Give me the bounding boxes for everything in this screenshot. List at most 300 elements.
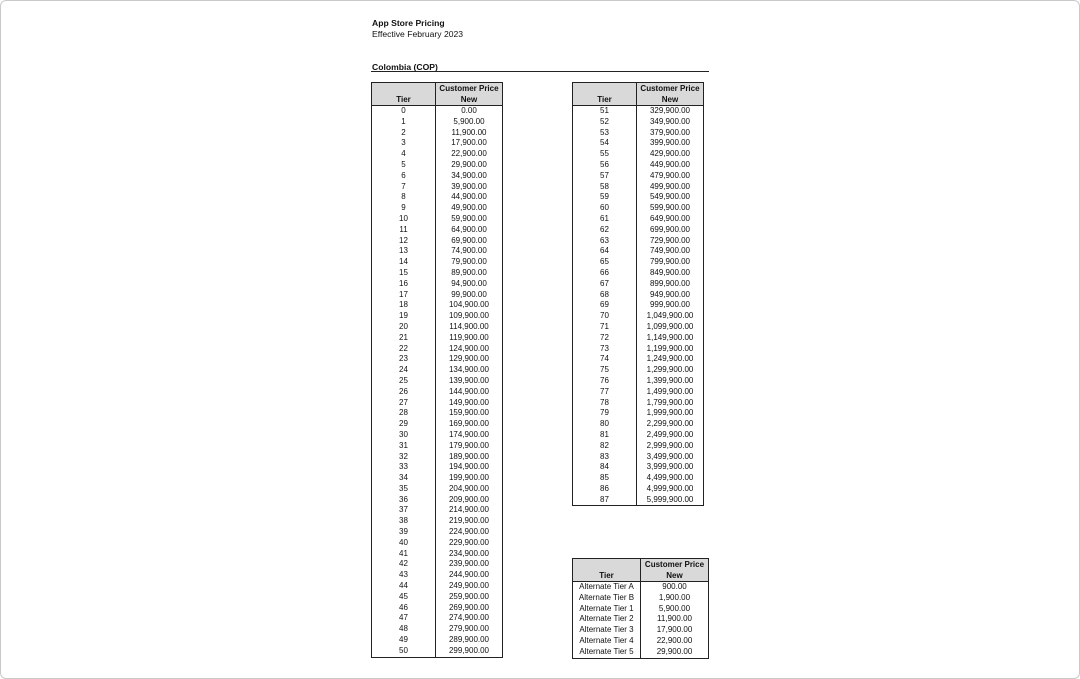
table-row bbox=[573, 214, 704, 225]
tier-cell: Alternate Tier 1 bbox=[573, 604, 641, 615]
price-cell: 1,249,900.00 bbox=[637, 354, 704, 365]
tier-cell: 55 bbox=[573, 149, 637, 160]
table-row bbox=[573, 236, 704, 247]
price-cell: 119,900.00 bbox=[436, 333, 503, 344]
tier-cell: 3 bbox=[372, 138, 436, 149]
tier-cell: 20 bbox=[372, 322, 436, 333]
tier-cell: 11 bbox=[372, 225, 436, 236]
table-row bbox=[372, 559, 503, 570]
price-cell: 699,900.00 bbox=[637, 225, 704, 236]
header-new: New bbox=[641, 570, 709, 582]
price-cell: 199,900.00 bbox=[436, 473, 503, 484]
table-row bbox=[372, 365, 503, 376]
price-cell: 749,900.00 bbox=[637, 246, 704, 257]
price-cell: 2,999,900.00 bbox=[637, 441, 704, 452]
header-customer-price: Customer Price bbox=[637, 83, 704, 95]
price-cell: 1,299,900.00 bbox=[637, 365, 704, 376]
header-customer-price: Customer Price bbox=[641, 559, 709, 571]
tier-cell: 59 bbox=[573, 192, 637, 203]
tier-cell: 28 bbox=[372, 408, 436, 419]
table-row bbox=[573, 452, 704, 463]
price-cell: 169,900.00 bbox=[436, 419, 503, 430]
tier-cell: 79 bbox=[573, 408, 637, 419]
tier-cell: 60 bbox=[573, 203, 637, 214]
tier-cell: 71 bbox=[573, 322, 637, 333]
price-cell: 234,900.00 bbox=[436, 549, 503, 560]
header-tier: Tier bbox=[573, 94, 637, 106]
table-row bbox=[372, 516, 503, 527]
tier-cell: 26 bbox=[372, 387, 436, 398]
tier-cell: 78 bbox=[573, 398, 637, 409]
tier-cell: 87 bbox=[573, 495, 637, 506]
tier-cell: 18 bbox=[372, 300, 436, 311]
tier-cell: 84 bbox=[573, 462, 637, 473]
price-cell: 109,900.00 bbox=[436, 311, 503, 322]
price-cell: 29,900.00 bbox=[436, 160, 503, 171]
table-row bbox=[573, 398, 704, 409]
price-cell: 22,900.00 bbox=[436, 149, 503, 160]
table-row bbox=[573, 419, 704, 430]
table-row bbox=[573, 582, 709, 593]
tier-cell: 13 bbox=[372, 246, 436, 257]
tier-cell: 72 bbox=[573, 333, 637, 344]
price-cell: 104,900.00 bbox=[436, 300, 503, 311]
price-cell: 949,900.00 bbox=[637, 290, 704, 301]
table-row bbox=[573, 365, 704, 376]
table-row bbox=[573, 160, 704, 171]
table-row bbox=[573, 192, 704, 203]
price-cell: 204,900.00 bbox=[436, 484, 503, 495]
tier-cell: 75 bbox=[573, 365, 637, 376]
price-cell: 114,900.00 bbox=[436, 322, 503, 333]
tier-cell: 29 bbox=[372, 419, 436, 430]
tier-cell: 16 bbox=[372, 279, 436, 290]
table-row bbox=[573, 354, 704, 365]
tier-cell: 86 bbox=[573, 484, 637, 495]
table-row bbox=[372, 279, 503, 290]
price-cell: 179,900.00 bbox=[436, 441, 503, 452]
tier-cell: 63 bbox=[573, 236, 637, 247]
tier-cell: 49 bbox=[372, 635, 436, 646]
price-cell: 379,900.00 bbox=[637, 128, 704, 139]
tier-cell: 52 bbox=[573, 117, 637, 128]
tier-cell: Alternate Tier 4 bbox=[573, 636, 641, 647]
table-row bbox=[573, 225, 704, 236]
tier-cell: 44 bbox=[372, 581, 436, 592]
price-cell: 1,399,900.00 bbox=[637, 376, 704, 387]
price-cell: 49,900.00 bbox=[436, 203, 503, 214]
tier-cell: 33 bbox=[372, 462, 436, 473]
price-cell: 799,900.00 bbox=[637, 257, 704, 268]
table-row bbox=[573, 117, 704, 128]
table-row bbox=[372, 203, 503, 214]
tier-cell: 65 bbox=[573, 257, 637, 268]
tier-cell: 43 bbox=[372, 570, 436, 581]
price-cell: 74,900.00 bbox=[436, 246, 503, 257]
price-cell: 279,900.00 bbox=[436, 624, 503, 635]
price-cell: 1,049,900.00 bbox=[637, 311, 704, 322]
pricing-table-alternate-tiers bbox=[572, 558, 709, 659]
pricing-table-tiers-51-87 bbox=[572, 82, 704, 506]
tier-cell: 41 bbox=[372, 549, 436, 560]
tier-cell: 83 bbox=[573, 452, 637, 463]
price-cell: 1,799,900.00 bbox=[637, 398, 704, 409]
tier-cell: Alternate Tier B bbox=[573, 593, 641, 604]
tier-cell: 25 bbox=[372, 376, 436, 387]
price-cell: 3,499,900.00 bbox=[637, 452, 704, 463]
price-cell: 249,900.00 bbox=[436, 581, 503, 592]
table-row bbox=[372, 192, 503, 203]
table-row bbox=[372, 408, 503, 419]
price-cell: 3,999,900.00 bbox=[637, 462, 704, 473]
table-row bbox=[573, 171, 704, 182]
price-cell: 244,900.00 bbox=[436, 570, 503, 581]
tier-cell: 32 bbox=[372, 452, 436, 463]
table-row bbox=[372, 268, 503, 279]
table-row bbox=[372, 160, 503, 171]
tier-cell: 9 bbox=[372, 203, 436, 214]
price-cell: 69,900.00 bbox=[436, 236, 503, 247]
price-cell: 229,900.00 bbox=[436, 538, 503, 549]
tier-cell: 70 bbox=[573, 311, 637, 322]
table-row bbox=[372, 624, 503, 635]
price-cell: 214,900.00 bbox=[436, 505, 503, 516]
table-row bbox=[372, 322, 503, 333]
price-cell: 99,900.00 bbox=[436, 290, 503, 301]
tier-cell: 39 bbox=[372, 527, 436, 538]
header-new: New bbox=[637, 94, 704, 106]
table-row bbox=[573, 300, 704, 311]
table-row bbox=[372, 344, 503, 355]
table-row bbox=[372, 549, 503, 560]
tier-cell: 30 bbox=[372, 430, 436, 441]
table-row bbox=[573, 344, 704, 355]
header-new: New bbox=[436, 94, 503, 106]
price-cell: 144,900.00 bbox=[436, 387, 503, 398]
tier-cell: 19 bbox=[372, 311, 436, 322]
tier-cell: 8 bbox=[372, 192, 436, 203]
tier-cell: 80 bbox=[573, 419, 637, 430]
table-row bbox=[372, 246, 503, 257]
price-cell: 2,499,900.00 bbox=[637, 430, 704, 441]
table-row bbox=[573, 290, 704, 301]
tier-cell: 27 bbox=[372, 398, 436, 409]
price-cell: 159,900.00 bbox=[436, 408, 503, 419]
tier-cell: 36 bbox=[372, 495, 436, 506]
table-row bbox=[372, 138, 503, 149]
price-cell: 174,900.00 bbox=[436, 430, 503, 441]
document-subtitle: Effective February 2023 bbox=[372, 29, 464, 39]
tier-cell: 14 bbox=[372, 257, 436, 268]
table-row bbox=[372, 182, 503, 193]
tier-cell: 42 bbox=[372, 559, 436, 570]
tier-cell: 37 bbox=[372, 505, 436, 516]
pricing-table-tiers-0-50 bbox=[371, 82, 503, 658]
header-blank bbox=[573, 83, 637, 95]
price-cell: 5,900.00 bbox=[641, 604, 709, 615]
tier-cell: 40 bbox=[372, 538, 436, 549]
table-row bbox=[573, 322, 704, 333]
price-cell: 999,900.00 bbox=[637, 300, 704, 311]
tier-cell: 1 bbox=[372, 117, 436, 128]
tier-cell: 67 bbox=[573, 279, 637, 290]
table-row bbox=[573, 441, 704, 452]
table-row bbox=[573, 387, 704, 398]
table-row bbox=[372, 214, 503, 225]
price-cell: 429,900.00 bbox=[637, 149, 704, 160]
price-cell: 5,999,900.00 bbox=[637, 495, 704, 506]
tier-cell: Alternate Tier 2 bbox=[573, 614, 641, 625]
tier-cell: 68 bbox=[573, 290, 637, 301]
tier-cell: 57 bbox=[573, 171, 637, 182]
table-row bbox=[372, 398, 503, 409]
tier-cell: 31 bbox=[372, 441, 436, 452]
price-cell: 849,900.00 bbox=[637, 268, 704, 279]
table-row bbox=[372, 505, 503, 516]
tier-cell: Alternate Tier A bbox=[573, 582, 641, 593]
tier-cell: 54 bbox=[573, 138, 637, 149]
tier-cell: 22 bbox=[372, 344, 436, 355]
table-row bbox=[573, 625, 709, 636]
tier-cell: 76 bbox=[573, 376, 637, 387]
price-cell: 649,900.00 bbox=[637, 214, 704, 225]
table-row bbox=[573, 473, 704, 484]
table-row bbox=[573, 636, 709, 647]
table-row bbox=[372, 635, 503, 646]
table-row bbox=[372, 581, 503, 592]
table-row bbox=[372, 592, 503, 603]
table-row bbox=[573, 246, 704, 257]
table-row bbox=[372, 225, 503, 236]
tier-cell: 61 bbox=[573, 214, 637, 225]
tier-cell: 47 bbox=[372, 613, 436, 624]
price-cell: 599,900.00 bbox=[637, 203, 704, 214]
tier-cell: 73 bbox=[573, 344, 637, 355]
price-cell: 479,900.00 bbox=[637, 171, 704, 182]
price-cell: 1,099,900.00 bbox=[637, 322, 704, 333]
price-cell: 149,900.00 bbox=[436, 398, 503, 409]
price-cell: 549,900.00 bbox=[637, 192, 704, 203]
price-cell: 349,900.00 bbox=[637, 117, 704, 128]
tier-cell: 69 bbox=[573, 300, 637, 311]
price-cell: 11,900.00 bbox=[436, 128, 503, 139]
table-row bbox=[573, 311, 704, 322]
tier-cell: 62 bbox=[573, 225, 637, 236]
tier-cell: Alternate Tier 3 bbox=[573, 625, 641, 636]
price-cell: 329,900.00 bbox=[637, 106, 704, 117]
price-cell: 274,900.00 bbox=[436, 613, 503, 624]
tier-cell: 46 bbox=[372, 603, 436, 614]
table-row bbox=[573, 495, 704, 506]
price-cell: 17,900.00 bbox=[436, 138, 503, 149]
price-cell: 4,499,900.00 bbox=[637, 473, 704, 484]
table-row bbox=[573, 593, 709, 604]
price-cell: 289,900.00 bbox=[436, 635, 503, 646]
price-cell: 2,299,900.00 bbox=[637, 419, 704, 430]
price-cell: 17,900.00 bbox=[641, 625, 709, 636]
price-cell: 39,900.00 bbox=[436, 182, 503, 193]
table-row bbox=[573, 279, 704, 290]
tier-cell: 85 bbox=[573, 473, 637, 484]
tier-cell: 10 bbox=[372, 214, 436, 225]
table-row bbox=[372, 311, 503, 322]
table-row bbox=[372, 527, 503, 538]
price-cell: 1,900.00 bbox=[641, 593, 709, 604]
section-title: Colombia (COP) bbox=[372, 62, 438, 72]
table-row bbox=[372, 484, 503, 495]
tier-cell: 66 bbox=[573, 268, 637, 279]
tier-cell: 48 bbox=[372, 624, 436, 635]
table-row bbox=[573, 268, 704, 279]
price-cell: 139,900.00 bbox=[436, 376, 503, 387]
tier-cell: 64 bbox=[573, 246, 637, 257]
price-cell: 89,900.00 bbox=[436, 268, 503, 279]
table-row bbox=[372, 419, 503, 430]
table-row bbox=[372, 646, 503, 657]
document-title: App Store Pricing bbox=[372, 18, 445, 28]
price-cell: 729,900.00 bbox=[637, 236, 704, 247]
table-row bbox=[573, 138, 704, 149]
tier-cell: 74 bbox=[573, 354, 637, 365]
header-customer-price: Customer Price bbox=[436, 83, 503, 95]
tier-cell: 51 bbox=[573, 106, 637, 117]
header-tier: Tier bbox=[372, 94, 436, 106]
price-cell: 449,900.00 bbox=[637, 160, 704, 171]
price-cell: 124,900.00 bbox=[436, 344, 503, 355]
tier-cell: 21 bbox=[372, 333, 436, 344]
tier-cell: 53 bbox=[573, 128, 637, 139]
table-row bbox=[573, 376, 704, 387]
tier-cell: 23 bbox=[372, 354, 436, 365]
price-cell: 209,900.00 bbox=[436, 495, 503, 506]
price-cell: 194,900.00 bbox=[436, 462, 503, 473]
table-row bbox=[573, 614, 709, 625]
table-row bbox=[573, 484, 704, 495]
tier-cell: 58 bbox=[573, 182, 637, 193]
price-cell: 189,900.00 bbox=[436, 452, 503, 463]
table-row bbox=[573, 257, 704, 268]
price-cell: 34,900.00 bbox=[436, 171, 503, 182]
tier-cell: 5 bbox=[372, 160, 436, 171]
price-cell: 1,499,900.00 bbox=[637, 387, 704, 398]
price-cell: 259,900.00 bbox=[436, 592, 503, 603]
table-row bbox=[372, 441, 503, 452]
table-row bbox=[573, 333, 704, 344]
tier-cell: 38 bbox=[372, 516, 436, 527]
table-row bbox=[573, 128, 704, 139]
table-row bbox=[573, 408, 704, 419]
price-cell: 59,900.00 bbox=[436, 214, 503, 225]
table-row bbox=[372, 613, 503, 624]
table-row bbox=[372, 149, 503, 160]
price-cell: 219,900.00 bbox=[436, 516, 503, 527]
price-cell: 129,900.00 bbox=[436, 354, 503, 365]
table-row bbox=[372, 333, 503, 344]
table-row bbox=[573, 647, 709, 658]
table-row bbox=[372, 495, 503, 506]
tier-cell: 81 bbox=[573, 430, 637, 441]
table-row bbox=[372, 106, 503, 117]
table-row bbox=[372, 171, 503, 182]
table-row bbox=[573, 462, 704, 473]
tier-cell: 35 bbox=[372, 484, 436, 495]
price-cell: 64,900.00 bbox=[436, 225, 503, 236]
price-cell: 299,900.00 bbox=[436, 646, 503, 657]
tier-cell: 2 bbox=[372, 128, 436, 139]
tier-cell: 0 bbox=[372, 106, 436, 117]
tier-cell: 24 bbox=[372, 365, 436, 376]
price-cell: 224,900.00 bbox=[436, 527, 503, 538]
table-row bbox=[372, 473, 503, 484]
table-row bbox=[372, 128, 503, 139]
price-cell: 0.00 bbox=[436, 106, 503, 117]
price-cell: 1,149,900.00 bbox=[637, 333, 704, 344]
header-blank bbox=[372, 83, 436, 95]
price-cell: 134,900.00 bbox=[436, 365, 503, 376]
table-row bbox=[372, 538, 503, 549]
price-cell: 1,199,900.00 bbox=[637, 344, 704, 355]
table-row bbox=[372, 117, 503, 128]
tier-cell: 12 bbox=[372, 236, 436, 247]
table-row bbox=[573, 182, 704, 193]
tier-cell: 34 bbox=[372, 473, 436, 484]
table-row bbox=[372, 290, 503, 301]
price-cell: 79,900.00 bbox=[436, 257, 503, 268]
price-cell: 239,900.00 bbox=[436, 559, 503, 570]
tier-cell: 7 bbox=[372, 182, 436, 193]
price-cell: 900.00 bbox=[641, 582, 709, 593]
table-row bbox=[372, 570, 503, 581]
price-cell: 11,900.00 bbox=[641, 614, 709, 625]
table-row bbox=[372, 462, 503, 473]
price-cell: 44,900.00 bbox=[436, 192, 503, 203]
tier-cell: 17 bbox=[372, 290, 436, 301]
price-cell: 5,900.00 bbox=[436, 117, 503, 128]
price-cell: 899,900.00 bbox=[637, 279, 704, 290]
table-row bbox=[573, 203, 704, 214]
table-row bbox=[573, 430, 704, 441]
table-row bbox=[372, 387, 503, 398]
price-cell: 29,900.00 bbox=[641, 647, 709, 658]
price-cell: 499,900.00 bbox=[637, 182, 704, 193]
tier-cell: 82 bbox=[573, 441, 637, 452]
tier-cell: 56 bbox=[573, 160, 637, 171]
section-divider bbox=[371, 71, 709, 72]
table-row bbox=[372, 354, 503, 365]
table-row bbox=[372, 257, 503, 268]
price-cell: 94,900.00 bbox=[436, 279, 503, 290]
price-cell: 1,999,900.00 bbox=[637, 408, 704, 419]
table-row bbox=[573, 604, 709, 615]
price-cell: 399,900.00 bbox=[637, 138, 704, 149]
tier-cell: 6 bbox=[372, 171, 436, 182]
tier-cell: Alternate Tier 5 bbox=[573, 647, 641, 658]
table-row bbox=[573, 106, 704, 117]
table-row bbox=[372, 376, 503, 387]
header-blank bbox=[573, 559, 641, 571]
price-cell: 269,900.00 bbox=[436, 603, 503, 614]
table-row bbox=[372, 430, 503, 441]
tier-cell: 50 bbox=[372, 646, 436, 657]
table-row bbox=[372, 300, 503, 311]
tier-cell: 77 bbox=[573, 387, 637, 398]
tier-cell: 45 bbox=[372, 592, 436, 603]
table-row bbox=[372, 236, 503, 247]
price-cell: 4,999,900.00 bbox=[637, 484, 704, 495]
tier-cell: 15 bbox=[372, 268, 436, 279]
price-cell: 22,900.00 bbox=[641, 636, 709, 647]
table-row bbox=[372, 603, 503, 614]
